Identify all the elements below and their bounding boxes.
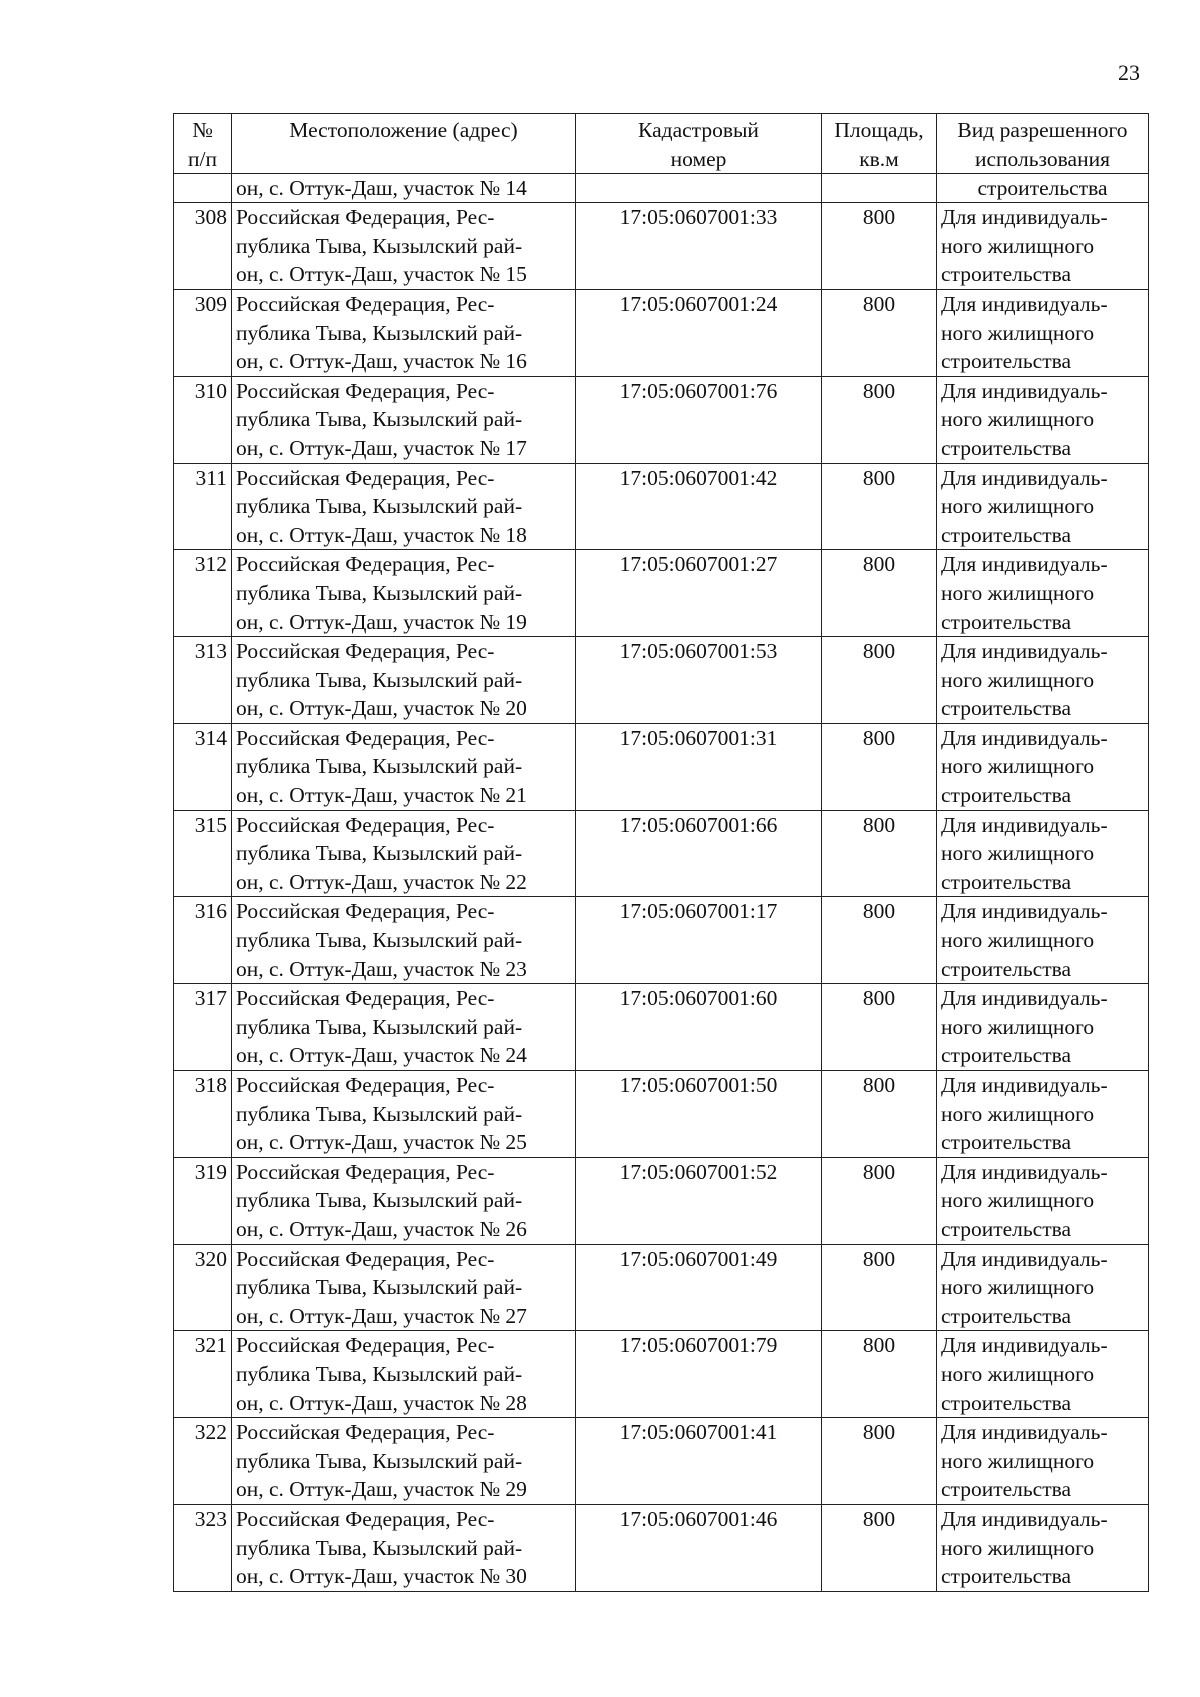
- address-cell: [232, 984, 576, 1071]
- table-row: [174, 723, 1149, 810]
- usage-line: ного жилищного: [941, 841, 1095, 866]
- cadastral-number-cell: [576, 1071, 822, 1158]
- address-line: публика Тыва, Кызылский рай-: [236, 754, 523, 779]
- address-cell: [232, 1331, 576, 1418]
- table-header-row: [174, 114, 1149, 174]
- usage-cell: [937, 1244, 1149, 1331]
- address-line: он, с. Оттук-Даш, участок № 16: [236, 349, 527, 374]
- cadastral-number: 17:05:0607001:49: [619, 1246, 778, 1271]
- area-cell: [822, 203, 937, 290]
- usage-line: строительства: [941, 1130, 1072, 1155]
- usage-line: ного жилищного: [941, 754, 1095, 779]
- continuation-cadastral-cell: [576, 174, 822, 203]
- usage-cell: [937, 1504, 1149, 1591]
- usage-line: строительства: [941, 1390, 1072, 1415]
- usage-cell: [937, 289, 1149, 376]
- cadastral-number-cell: [576, 984, 822, 1071]
- table-row: [174, 376, 1149, 463]
- header-cadastral-line: Кадастровый: [638, 118, 759, 142]
- table-row: [174, 637, 1149, 724]
- usage-line: ного жилищного: [941, 1361, 1095, 1386]
- area-value: 800: [862, 1333, 896, 1358]
- area-cell: [822, 1244, 937, 1331]
- address-line: публика Тыва, Кызылский рай-: [236, 1014, 523, 1039]
- cadastral-number-cell: [576, 810, 822, 897]
- area-value: 800: [862, 552, 896, 577]
- usage-line: Для индивидуаль-: [941, 291, 1108, 316]
- usage-cell: [937, 550, 1149, 637]
- cadastral-number: 17:05:0607001:41: [619, 1420, 778, 1445]
- address-line: публика Тыва, Кызылский рай-: [236, 320, 523, 345]
- header-usage-line: Вид разрешенного: [957, 118, 1128, 142]
- area-value: 800: [862, 1506, 896, 1531]
- usage-line: строительства: [941, 1216, 1072, 1241]
- header-area-line: кв.м: [859, 146, 899, 171]
- row-number: 321: [194, 1333, 227, 1358]
- usage-line: ного жилищного: [941, 1535, 1095, 1560]
- usage-cell: [937, 203, 1149, 290]
- cadastral-number-cell: [576, 1244, 822, 1331]
- address-cell: [232, 203, 576, 290]
- area-cell: [822, 376, 937, 463]
- cadastral-number: 17:05:0607001:27: [619, 552, 778, 577]
- address-cell: [232, 1071, 576, 1158]
- row-number: 313: [194, 639, 227, 664]
- cadastral-number-cell: [576, 1504, 822, 1591]
- usage-cell: [937, 1071, 1149, 1158]
- row-number-cell: [174, 897, 232, 984]
- area-cell: [822, 289, 937, 376]
- usage-line: Для индивидуаль-: [941, 899, 1108, 924]
- row-number: 319: [194, 1159, 227, 1184]
- address-line: публика Тыва, Кызылский рай-: [236, 1448, 523, 1473]
- header-number: [174, 114, 232, 174]
- address-line: он, с. Оттук-Даш, участок № 25: [236, 1130, 527, 1155]
- usage-line: Для индивидуаль-: [941, 639, 1108, 664]
- area-cell: [822, 637, 937, 724]
- usage-cell: [937, 1418, 1149, 1505]
- address-line: Российская Федерация, Рес-: [236, 1420, 495, 1445]
- table-row: [174, 289, 1149, 376]
- cadastral-number: 17:05:0607001:42: [619, 465, 778, 490]
- area-cell: [822, 1418, 937, 1505]
- usage-line: строительства: [941, 262, 1072, 287]
- continuation-number-cell: [174, 174, 232, 203]
- row-number: 318: [194, 1073, 227, 1097]
- address-line: Российская Федерация, Рес-: [236, 378, 495, 403]
- usage-line: Для индивидуаль-: [941, 986, 1108, 1011]
- area-value: 800: [862, 205, 896, 230]
- address-line: он, с. Оттук-Даш, участок № 20: [236, 696, 527, 721]
- usage-line: строительства: [941, 869, 1072, 894]
- row-number-cell: [174, 289, 232, 376]
- address-line: Российская Федерация, Рес-: [236, 899, 495, 924]
- address-line: он, с. Оттук-Даш, участок № 27: [236, 1303, 527, 1328]
- usage-line: строительства: [941, 1477, 1072, 1502]
- address-line: Российская Федерация, Рес-: [236, 725, 495, 750]
- table-row: [174, 1418, 1149, 1505]
- table-row: [174, 550, 1149, 637]
- cadastral-number-cell: [576, 1418, 822, 1505]
- row-number-cell: [174, 810, 232, 897]
- usage-line: ного жилищного: [941, 928, 1095, 953]
- area-cell: [822, 897, 937, 984]
- table-row: [174, 1331, 1149, 1418]
- address-line: Российская Федерация, Рес-: [236, 639, 495, 664]
- usage-line: Для индивидуаль-: [941, 465, 1108, 490]
- address-line: публика Тыва, Кызылский рай-: [236, 1101, 523, 1126]
- row-number: 308: [194, 205, 227, 230]
- address-cell: [232, 289, 576, 376]
- usage-line: строительства: [941, 609, 1072, 634]
- cadastral-number: 17:05:0607001:46: [619, 1506, 778, 1531]
- area-cell: [822, 810, 937, 897]
- area-value: 800: [862, 378, 896, 403]
- row-number: 312: [194, 552, 227, 577]
- address-line: он, с. Оттук-Даш, участок № 29: [236, 1477, 527, 1502]
- address-line: Российская Федерация, Рес-: [236, 291, 495, 316]
- address-cell: [232, 637, 576, 724]
- usage-line: Для индивидуаль-: [941, 1159, 1108, 1184]
- header-cadastral: [576, 114, 822, 174]
- usage-line: ного жилищного: [941, 1448, 1095, 1473]
- address-line: публика Тыва, Кызылский рай-: [236, 1275, 523, 1300]
- cadastral-number-cell: [576, 376, 822, 463]
- usage-cell: [937, 376, 1149, 463]
- row-number-cell: [174, 1504, 232, 1591]
- usage-line: Для индивидуаль-: [941, 812, 1108, 837]
- usage-line: строительства: [941, 1043, 1072, 1068]
- address-line: он, с. Оттук-Даш, участок № 15: [236, 262, 527, 287]
- usage-line: Для индивидуаль-: [941, 552, 1108, 577]
- row-number: 314: [194, 725, 227, 750]
- usage-line: Для индивидуаль-: [941, 378, 1108, 403]
- usage-line: Для индивидуаль-: [941, 1420, 1108, 1445]
- header-number-line: п/п: [188, 146, 217, 171]
- usage-cell: [937, 723, 1149, 810]
- area-value: 800: [862, 899, 896, 924]
- address-cell: [232, 1157, 576, 1244]
- address-line: Российская Федерация, Рес-: [236, 1333, 495, 1358]
- address-line: Российская Федерация, Рес-: [236, 1506, 495, 1531]
- usage-line: ного жилищного: [941, 1101, 1095, 1126]
- usage-line: ного жилищного: [941, 494, 1095, 519]
- address-line: он, с. Оттук-Даш, участок № 26: [236, 1216, 527, 1241]
- row-number-cell: [174, 1331, 232, 1418]
- row-number-cell: [174, 1418, 232, 1505]
- table-row: [174, 810, 1149, 897]
- cadastral-number: 17:05:0607001:24: [619, 291, 778, 316]
- row-number-cell: [174, 463, 232, 550]
- area-cell: [822, 463, 937, 550]
- usage-line: строительства: [941, 1564, 1072, 1589]
- address-line: он, с. Оттук-Даш, участок № 24: [236, 1043, 527, 1068]
- cadastral-number: 17:05:0607001:17: [619, 899, 778, 924]
- area-value: 800: [862, 1420, 896, 1445]
- area-cell: [822, 1071, 937, 1158]
- row-number: 311: [195, 465, 227, 490]
- header-usage-line: использования: [975, 146, 1110, 171]
- header-area: [822, 114, 937, 174]
- cadastral-number-cell: [576, 897, 822, 984]
- row-number: 320: [194, 1246, 227, 1271]
- address-line: публика Тыва, Кызылский рай-: [236, 494, 523, 519]
- header-number-line: №: [192, 118, 213, 142]
- cadastral-number: 17:05:0607001:53: [619, 639, 778, 664]
- usage-line: Для индивидуаль-: [941, 1073, 1108, 1097]
- usage-line: Для индивидуаль-: [941, 205, 1108, 230]
- area-cell: [822, 1157, 937, 1244]
- cadastral-number: 17:05:0607001:50: [619, 1073, 778, 1097]
- address-cell: [232, 897, 576, 984]
- usage-line: Для индивидуаль-: [941, 1246, 1108, 1271]
- address-line: публика Тыва, Кызылский рай-: [236, 667, 523, 692]
- address-line: публика Тыва, Кызылский рай-: [236, 233, 523, 258]
- cadastral-number: 17:05:0607001:60: [619, 986, 778, 1011]
- cadastral-number-cell: [576, 637, 822, 724]
- address-line: публика Тыва, Кызылский рай-: [236, 841, 523, 866]
- usage-cell: [937, 463, 1149, 550]
- usage-line: Для индивидуаль-: [941, 1506, 1108, 1531]
- address-line: он, с. Оттук-Даш, участок № 17: [236, 435, 527, 460]
- address-line: он, с. Оттук-Даш, участок № 22: [236, 869, 527, 894]
- address-line: он, с. Оттук-Даш, участок № 19: [236, 609, 527, 634]
- usage-line: ного жилищного: [941, 233, 1095, 258]
- usage-line: ного жилищного: [941, 1014, 1095, 1039]
- row-number: 317: [194, 986, 227, 1011]
- address-line: Российская Федерация, Рес-: [236, 986, 495, 1011]
- address-cell: [232, 1418, 576, 1505]
- address-cell: [232, 723, 576, 810]
- address-cell: [232, 376, 576, 463]
- cadastral-number-cell: [576, 1331, 822, 1418]
- header-address: [232, 114, 576, 174]
- cadastral-number: 17:05:0607001:33: [619, 205, 778, 230]
- header-area-line: Площадь,: [834, 118, 924, 142]
- area-value: 800: [862, 725, 896, 750]
- usage-line: строительства: [941, 522, 1072, 547]
- continuation-area-cell: [822, 174, 937, 203]
- header-address-line: Местоположение (адрес): [289, 118, 518, 142]
- address-line: Российская Федерация, Рес-: [236, 812, 495, 837]
- address-line: он, с. Оттук-Даш, участок № 28: [236, 1390, 527, 1415]
- row-number-cell: [174, 203, 232, 290]
- address-cell: [232, 1504, 576, 1591]
- cadastral-number-cell: [576, 289, 822, 376]
- area-value: 800: [862, 1159, 896, 1184]
- row-number: 316: [194, 899, 227, 924]
- address-line: публика Тыва, Кызылский рай-: [236, 928, 523, 953]
- area-value: 800: [862, 639, 896, 664]
- land-plot-table: [173, 113, 1149, 1592]
- usage-line: ного жилищного: [941, 667, 1095, 692]
- row-number: 310: [194, 378, 227, 403]
- cadastral-number-cell: [576, 463, 822, 550]
- area-cell: [822, 723, 937, 810]
- usage-cell: [937, 984, 1149, 1071]
- area-value: 800: [862, 1246, 896, 1271]
- address-cell: [232, 550, 576, 637]
- continuation-address-cell: он, с. Оттук-Даш, участок № 14: [232, 174, 576, 203]
- area-value: 800: [862, 986, 896, 1011]
- usage-line: ного жилищного: [941, 407, 1095, 432]
- cadastral-number-cell: [576, 1157, 822, 1244]
- address-cell: [232, 1244, 576, 1331]
- usage-line: Для индивидуаль-: [941, 1333, 1108, 1358]
- cadastral-number: 17:05:0607001:66: [619, 812, 778, 837]
- cadastral-number-cell: [576, 203, 822, 290]
- usage-line: строительства: [941, 783, 1072, 808]
- area-cell: [822, 1331, 937, 1418]
- address-line: Российская Федерация, Рес-: [236, 552, 495, 577]
- area-cell: [822, 1504, 937, 1591]
- row-number-cell: [174, 1157, 232, 1244]
- table-row: [174, 984, 1149, 1071]
- address-line: публика Тыва, Кызылский рай-: [236, 1361, 523, 1386]
- usage-line: строительства: [941, 696, 1072, 721]
- address-line: он, с. Оттук-Даш, участок № 30: [236, 1564, 527, 1589]
- row-number-cell: [174, 376, 232, 463]
- usage-cell: [937, 637, 1149, 724]
- area-value: 800: [862, 291, 896, 316]
- row-number-cell: [174, 1244, 232, 1331]
- address-line: Российская Федерация, Рес-: [236, 465, 495, 490]
- usage-line: строительства: [941, 1303, 1072, 1328]
- table-row: [174, 1244, 1149, 1331]
- address-line: Российская Федерация, Рес-: [236, 1246, 495, 1271]
- row-number: 315: [194, 812, 227, 837]
- cadastral-number-cell: [576, 723, 822, 810]
- usage-cell: [937, 1157, 1149, 1244]
- area-value: 800: [862, 1073, 896, 1097]
- address-line: он, с. Оттук-Даш, участок № 18: [236, 522, 527, 547]
- table-row: [174, 897, 1149, 984]
- usage-cell: [937, 1331, 1149, 1418]
- header-usage: [937, 114, 1149, 174]
- continuation-usage-cell: строительства: [937, 174, 1149, 203]
- continuation-row: [174, 174, 1149, 203]
- usage-cell: [937, 897, 1149, 984]
- usage-line: строительства: [941, 435, 1072, 460]
- address-line: Российская Федерация, Рес-: [236, 1073, 495, 1097]
- address-line: публика Тыва, Кызылский рай-: [236, 407, 523, 432]
- area-cell: [822, 550, 937, 637]
- cadastral-number: 17:05:0607001:79: [619, 1333, 778, 1358]
- cadastral-number: 17:05:0607001:31: [619, 725, 778, 750]
- table-row: [174, 1504, 1149, 1591]
- table-row: [174, 203, 1149, 290]
- usage-line: ного жилищного: [941, 580, 1095, 605]
- row-number-cell: [174, 1071, 232, 1158]
- row-number-cell: [174, 723, 232, 810]
- address-line: Российская Федерация, Рес-: [236, 1159, 495, 1184]
- area-value: 800: [862, 465, 896, 490]
- row-number: 323: [194, 1506, 227, 1531]
- address-line: он, с. Оттук-Даш, участок № 21: [236, 783, 527, 808]
- row-number: 309: [194, 291, 227, 316]
- usage-cell: [937, 810, 1149, 897]
- page-number: 23: [1118, 60, 1140, 85]
- area-cell: [822, 984, 937, 1071]
- cadastral-number-cell: [576, 550, 822, 637]
- address-line: публика Тыва, Кызылский рай-: [236, 580, 523, 605]
- table-row: [174, 463, 1149, 550]
- usage-line: ного жилищного: [941, 1275, 1095, 1300]
- usage-line: Для индивидуаль-: [941, 725, 1108, 750]
- table-row: [174, 1071, 1149, 1158]
- table-row: [174, 1157, 1149, 1244]
- header-cadastral-line: номер: [670, 146, 727, 171]
- row-number: 322: [194, 1420, 227, 1445]
- address-cell: [232, 463, 576, 550]
- address-line: он, с. Оттук-Даш, участок № 23: [236, 956, 527, 981]
- usage-line: ного жилищного: [941, 1188, 1095, 1213]
- address-line: Российская Федерация, Рес-: [236, 205, 495, 230]
- usage-line: строительства: [941, 956, 1072, 981]
- row-number-cell: [174, 637, 232, 724]
- cadastral-number: 17:05:0607001:52: [619, 1159, 778, 1184]
- address-line: публика Тыва, Кызылский рай-: [236, 1188, 523, 1213]
- row-number-cell: [174, 550, 232, 637]
- row-number-cell: [174, 984, 232, 1071]
- address-line: публика Тыва, Кызылский рай-: [236, 1535, 523, 1560]
- address-cell: [232, 810, 576, 897]
- cadastral-number: 17:05:0607001:76: [619, 378, 778, 403]
- area-value: 800: [862, 812, 896, 837]
- usage-line: строительства: [941, 349, 1072, 374]
- usage-line: ного жилищного: [941, 320, 1095, 345]
